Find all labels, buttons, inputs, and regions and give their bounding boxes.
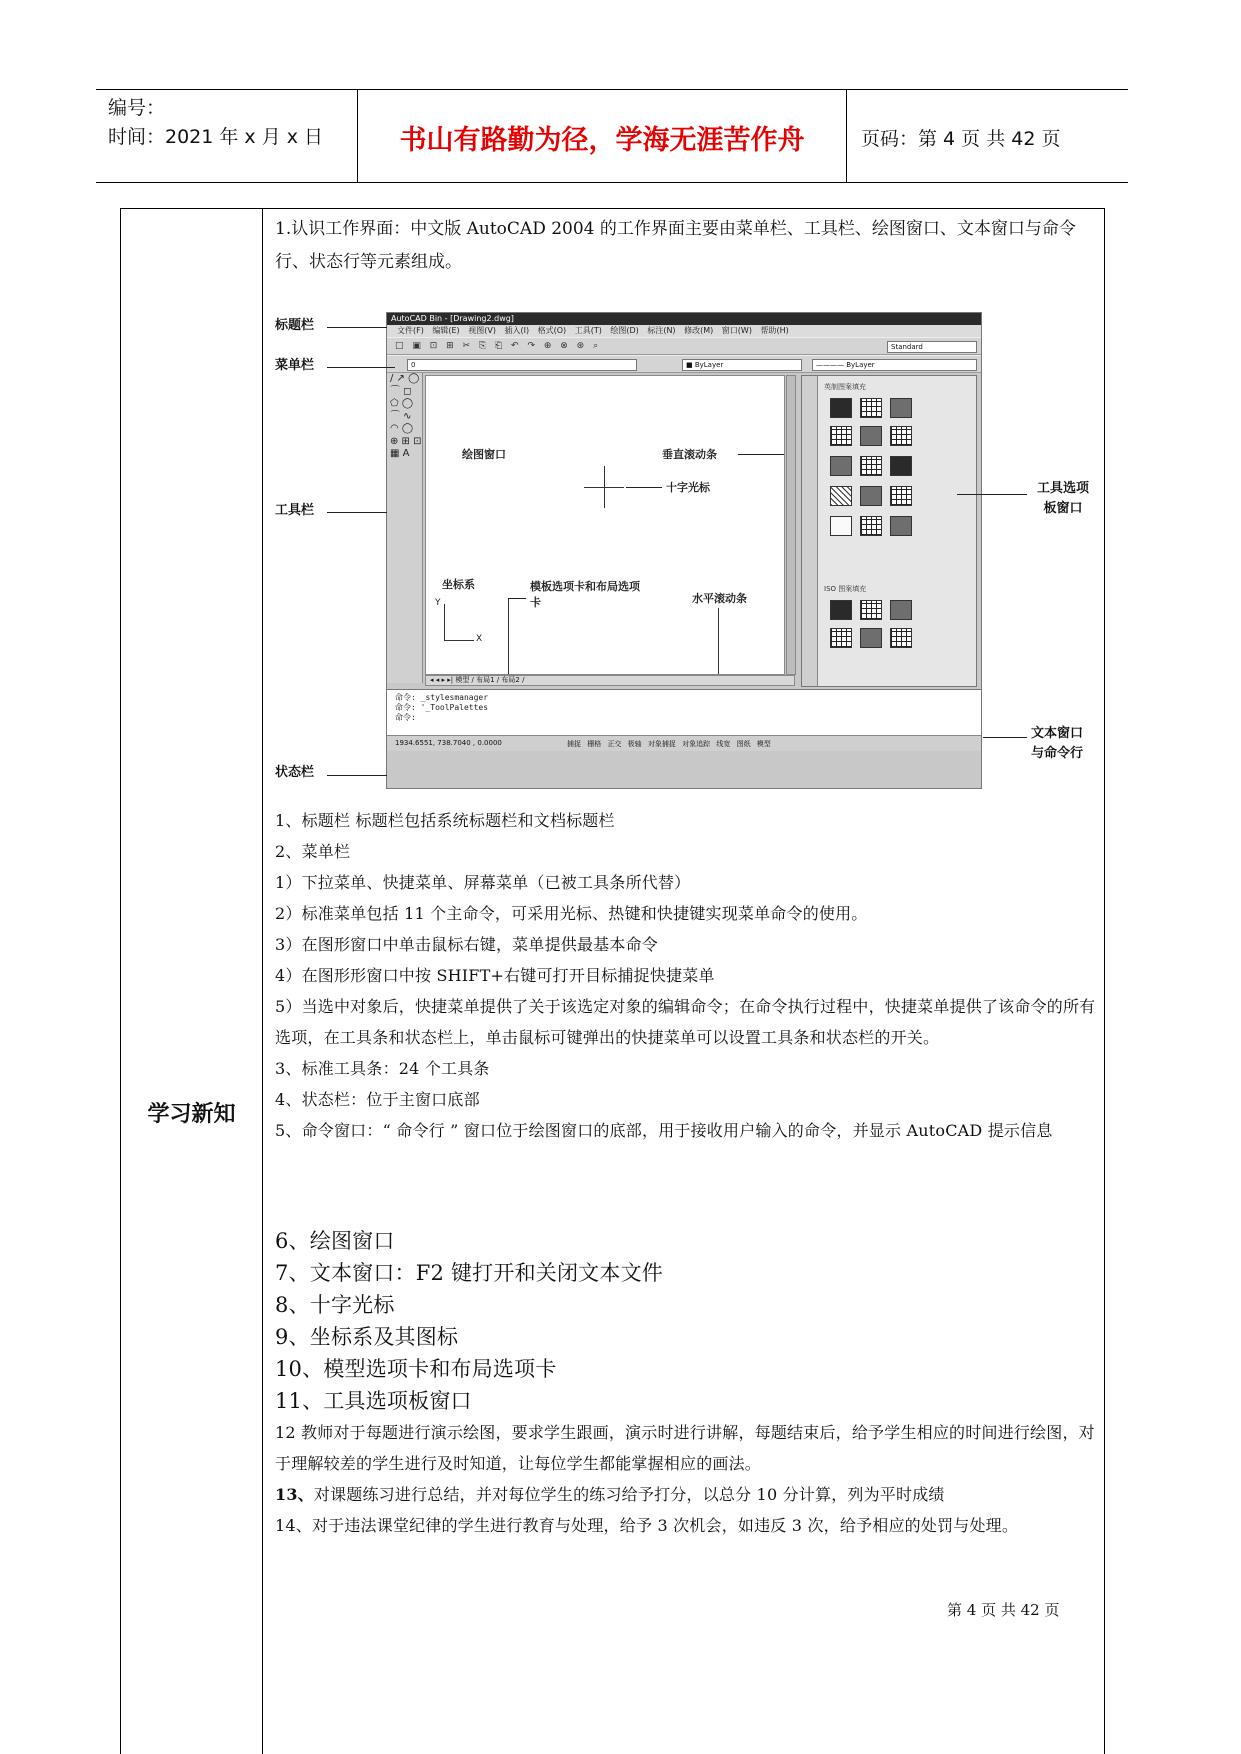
- table-divider: [262, 209, 263, 1754]
- list-item: 11、工具选项板窗口: [275, 1389, 472, 1413]
- hatch-swatch: [860, 516, 882, 536]
- list-item: 6、绘图窗口: [275, 1229, 395, 1253]
- palette-tab-strip: [802, 376, 818, 686]
- motto: 书山有路勤为径，学海无涯苦作舟: [399, 125, 805, 156]
- hatch-swatch: [830, 456, 852, 476]
- leader-line: [508, 598, 526, 599]
- palette-heading: 英制图案填充: [824, 383, 866, 391]
- leader-line: [957, 494, 1027, 495]
- hatch-swatch: [890, 516, 912, 536]
- autocad-screenshot: [386, 312, 982, 789]
- list-item: 8、十字光标: [275, 1293, 395, 1317]
- model-layout-tabs: ◂ ◂ ▸ ▸| 模型 / 布局1 / 布局2 /: [425, 675, 795, 686]
- header-divider: [846, 90, 847, 182]
- leader-line: [738, 454, 784, 455]
- hatch-swatch: [890, 426, 912, 446]
- leader-line: [508, 598, 509, 674]
- leader-line: [718, 608, 719, 674]
- hatch-swatch: [830, 628, 852, 648]
- hatch-swatch: [860, 486, 882, 506]
- ucs-x-letter: X: [476, 634, 483, 644]
- layer-dropdown: 0: [407, 359, 637, 371]
- status-toggles: 捕捉 栅格 正交 极轴 对象捕捉 对象追踪 线宽 图纸 模型: [567, 740, 771, 748]
- leader-line: [983, 737, 1027, 738]
- text-style-dropdown: Standard: [887, 341, 977, 353]
- time-label: 时间：2021 年 x 月 x 日: [108, 126, 324, 148]
- callout-menu-bar: 菜单栏: [275, 358, 315, 373]
- ucs-x-axis: [444, 640, 474, 641]
- hatch-swatch: [860, 600, 882, 620]
- hatch-swatch: [860, 628, 882, 648]
- hatch-swatch: [890, 456, 912, 476]
- item-text: 对课题练习进行总结，并对每位学生的练习给予打分，以总分 10 分计算，列为平时成绩: [313, 1485, 945, 1504]
- list-item: 1、标题栏 标题栏包括系统标题栏和文档标题栏: [275, 811, 615, 830]
- crosshair-label: 十字光标: [666, 481, 710, 494]
- list-item: 4、状态栏：位于主窗口底部: [275, 1090, 480, 1109]
- list-item: [275, 1479, 1101, 1510]
- leader-line: [327, 367, 395, 368]
- page-footer: 第 4 页 共 42 页: [947, 1601, 1060, 1619]
- menu-bar: 文件(F) 编辑(E) 视图(V) 插入(I) 格式(O) 工具(T) 绘图(D) 标注(N) 修改(M) 窗口(W) 帮助(H): [387, 325, 981, 337]
- page-code: 页码：第 4 页 共 42 页: [861, 128, 1061, 150]
- hatch-swatch: [890, 398, 912, 418]
- standard-toolbar: [387, 337, 981, 355]
- body-list-large: [275, 1225, 1101, 1417]
- list-item: 9、坐标系及其图标: [275, 1325, 459, 1349]
- model-tabs-label: 模板选项卡和布局选项卡: [530, 580, 640, 609]
- layer-toolbar: [387, 355, 981, 373]
- status-coordinates: 1934.6551, 738.7040 , 0.0000: [395, 739, 502, 747]
- tool-palette: [801, 375, 977, 687]
- leader-line: [327, 512, 387, 513]
- intro-paragraph: 1.认识工作界面：中文版 AutoCAD 2004 的工作界面主要由菜单栏、工具栏、绘图窗口、文本窗口与命令行、状态行等元素组成。: [275, 219, 1076, 272]
- body-list-small: [275, 805, 1101, 1146]
- list-item: 5、命令窗口：“ 命令行 ” 窗口位于绘图窗口的底部，用于接收用户输入的命令，并显示 AutoCAD 提示信息: [275, 1121, 1053, 1140]
- leader-line: [327, 775, 387, 776]
- crosshair-v: [604, 466, 605, 508]
- draw-toolbar: / ↗ ◯ ⌒ ◻ ⬠ ◯ ⌒ ∿ ◠ ◯ ⊕ ⊞ ⊡ ▦ A: [387, 373, 423, 683]
- leader-line: [327, 327, 387, 328]
- hscroll-label: 水平滚动条: [692, 592, 747, 605]
- command-line: 命令:: [395, 713, 416, 722]
- list-item: 14、对于违法课堂纪律的学生进行教育与处理，给予 3 次机会，如违反 3 次，给予相应的处罚与处理。: [275, 1516, 1019, 1535]
- ucs-y-letter: Y: [435, 598, 441, 608]
- command-window: [387, 689, 981, 735]
- hatch-swatch: [860, 398, 882, 418]
- vertical-scrollbar: [786, 375, 796, 675]
- color-dropdown: ■ ByLayer: [682, 359, 802, 371]
- toolbar-icons: □ ▣ ⊡ ⊞ ✂ ⎘ ⎗ ↶ ↷ ⊕ ⊗ ⊛ ⌕: [395, 341, 602, 351]
- hatch-swatch: [860, 456, 882, 476]
- body-list-tail: [275, 1417, 1101, 1541]
- callout-palette-window: 工具选项板窗口: [1036, 481, 1089, 516]
- callout-toolbar: 工具栏: [275, 503, 315, 518]
- hatch-swatch: [830, 426, 852, 446]
- list-item: 3、标准工具条：24 个工具条: [275, 1059, 490, 1078]
- list-item: 2、菜单栏: [275, 842, 351, 861]
- hatch-swatch: [890, 486, 912, 506]
- vscroll-label: 垂直滚动条: [662, 448, 717, 461]
- list-item: 5）当选中对象后，快捷菜单提供了关于该选定对象的编辑命令；在命令执行过程中，快捷菜单提供了该命令的所有选项，在工具条和状态栏上，单击鼠标可键弹出的快捷菜单可以设置工具条和状态栏的开关。: [275, 997, 1096, 1047]
- status-bar: [387, 735, 981, 751]
- hatch-swatch: [890, 600, 912, 620]
- list-item: 4）在图形形窗口中按 SHIFT+右键可打开目标捕捉快捷菜单: [275, 966, 715, 985]
- drawing-area: [425, 375, 785, 675]
- hatch-swatch: [830, 398, 852, 418]
- palette-heading: ISO 图案填充: [824, 585, 867, 593]
- command-line: 命令: '_ToolPalettes: [395, 703, 489, 712]
- linetype-dropdown: ———— ByLayer: [812, 359, 977, 371]
- list-item: 10、模型选项卡和布局选项卡: [275, 1357, 557, 1381]
- callout-status-bar: 状态栏: [275, 765, 315, 780]
- list-item: 3）在图形窗口中单击鼠标右键，菜单提供最基本命令: [275, 935, 658, 954]
- header-meta: [108, 94, 323, 152]
- callout-text-window: 文本窗口与命令行: [1031, 726, 1084, 761]
- command-line: 命令: _stylesmanager: [395, 693, 489, 702]
- list-item: 7、文本窗口：F2 键打开和关闭文本文件: [275, 1261, 663, 1285]
- callout-title-bar: 标题栏: [275, 318, 315, 333]
- list-item: 12 教师对于每题进行演示绘图，要求学生跟画，演示时进行讲解，每题结束后，给予学生相应的时间进行绘图，对于理解较差的学生进行及时知道，让每位学生都能掌握相应的画法。: [275, 1423, 1095, 1473]
- ucs-label: 坐标系: [442, 578, 475, 591]
- list-item: 1）下拉菜单、快捷菜单、屏幕菜单（已被工具条所代替）: [275, 873, 691, 892]
- lesson-table: [120, 208, 1105, 1754]
- draw-window-label: 绘图窗口: [462, 448, 506, 461]
- hatch-swatch: [830, 516, 852, 536]
- hatch-swatch: [860, 426, 882, 446]
- number-label: 编号：: [108, 97, 166, 119]
- hatch-swatch: [830, 600, 852, 620]
- hatch-swatch: [830, 486, 852, 506]
- hatch-swatch: [890, 628, 912, 648]
- document-header: [96, 89, 1128, 183]
- item-number: 13、: [275, 1485, 314, 1504]
- window-title-bar: AutoCAD Bin - [Drawing2.dwg]: [387, 313, 981, 325]
- leader-line: [626, 487, 662, 488]
- ucs-y-axis: [444, 604, 445, 640]
- list-item: 2）标准菜单包括 11 个主命令，可采用光标、热键和快捷键实现菜单命令的使用。: [275, 904, 868, 923]
- section-label: 学习新知: [147, 1102, 236, 1127]
